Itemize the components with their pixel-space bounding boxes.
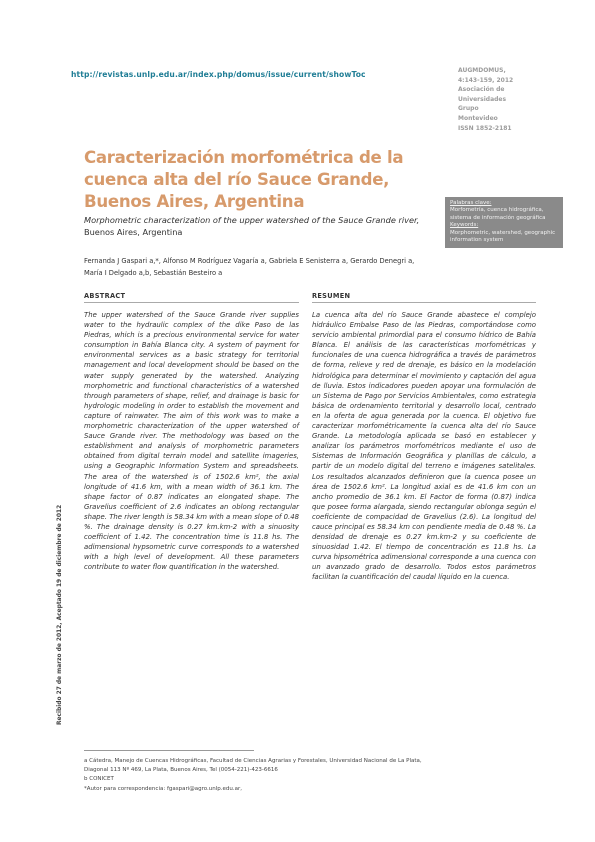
footnote-correspondence: *Autor para correspondencia: fgaspari@agro.unlp.edu.ar,: [84, 785, 243, 792]
journal-line: Grupo: [458, 105, 479, 113]
received-accepted-note: Recibido 27 de marzo de 2012, Aceptado 19 de diciembre de 2012: [57, 504, 63, 725]
footnote-affiliation: a Cátedra, Manejo de Cuencas Hidrográficas, Facultad de Ciencias Agrarias y Forestales, Universidad Nacional de La Plata,: [84, 758, 422, 764]
footnote-divider: [84, 750, 254, 751]
keywords-box: [445, 197, 563, 248]
journal-line: AUGMDOMUS,: [458, 67, 506, 74]
keywords-es-heading: Palabras clave:: [450, 200, 492, 206]
keywords-en-heading: Keywords:: [450, 222, 479, 229]
resumen-divider: [312, 302, 536, 303]
abstract-heading: ABSTRACT: [84, 292, 126, 300]
footnotes: [84, 757, 524, 794]
journal-info: [458, 66, 558, 133]
article-subtitle: [84, 214, 424, 238]
journal-line: Montevideo: [458, 114, 498, 122]
footnote-conicet: b CONICET: [84, 776, 114, 783]
keywords-es-text: Morfometría, cuenca hidrográfica, sistema de información geográfica: [450, 207, 546, 221]
footnote-address: Diagonal 113 Nº 469, La Plata, Buenos Aires, Tel (0054-221)-423-6616: [84, 767, 278, 774]
resumen-text: La cuenca alta del río Sauce Grande abastece el complejo hidráulico Embalse Paso de las Piedras, comportándose como servicio ambiental primordial para el consumo hídrico de Bahía Blanca. El análisis de las características morfométricas y funcionales de una cuenca hidrográfica a través de parámetros de forma, relieve y red de drenaje, es básico en la modelación hidrológica para determinar el movimiento y captación del agua de lluvia. Estos indicadores pueden apoyar una formulación de un Sistema de Pago por Servicios Ambientales, como estrategia básica de ordenamiento territorial y desarrollo local, centrado en la oferta de agua generada por la cuenca. El objetivo fue caracterizar morfométricamente la cuenca alta del río Sauce Grande. La metodología aplicada se basó en establecer y analizar los parámetros morfométricos mediante el uso de Sistemas de Información Geográfica y planillas de cálculo, a partir de un modelo digital del terreno e imágenes satelitales. Los resultados alcanzados definieron que la cuenca posee un área de 1502.6 km². La longitud axial es de 41.6 km con un ancho promedio de 36.1 km. El Factor de forma (0.87) indica que posee forma alargada, siendo rectangular oblonga según el coeficiente de compacidad de Gravelius (2.6). La longitud del cauce principal es 58.34 km con pendiente media de 0.48 %. La densidad de drenaje es 0.27 km.km-2 y su coeficiente de sinuosidad 1.42. El tiempo de concentración es 11.8 hs. La curva hipsométrica adimensional corresponde a una cuenca con un avanzado grado de desarrollo. Todos estos parámetros facilitan la cuantificación del caudal líquido en la cuenca.: [312, 311, 536, 582]
journal-line: Universidades: [458, 95, 507, 103]
journal-line: Asociación de: [458, 86, 505, 94]
abstract-text: The upper watershed of the Sauce Grande river supplies water to the hydraulic complex of the dike Paso de las Piedras, which is a precious environmental service for water consumption in Bahía Blanca city. A system of payment for environmental services as a basic strategy for territorial management and local development should be based on the water supply generated by the watershed. Analyzing morphometric and functional characteristics of a watershed through parameters of shape, relief, and drainage is basic for hydrologic modeling in order to establish the movement and capture of rainwater. The aim of this work was to make a morphometric characterization of the upper watershed of Sauce Grande river. The methodology was based on the establishment and analysis of morphometric parameters obtained from digital terrain model and satellite imageries, using a Geographic Information System and spreadsheets. The area of the watershed is of 1502.6 km², the axial longitude of 41.6 km, with a mean width of 36.1 km. The shape factor of 0.87 indicates an elongated shape. The Gravelius coefficient of 2.6 indicates an oblong rectangular shape. The river length is 58.34 km with a mean slope of 0.48 %. The drainage density is 0.27 km.km-2 with a sinuosity coefficient of 1.42. The concentration time is 11.8 hs. The adimensional hypsometric curve corresponds to a watershed with a high level of development. All these parameters contribute to water flow quantification in the watershed.: [84, 311, 299, 572]
subtitle-location: Buenos Aires, Argentina: [84, 227, 183, 237]
author-list: Fernanda J Gaspari a,*, Alfonso M Rodríguez Vagaría a, Gabriela E Senisterra a, Gerardo Denegri a, María I Delgado a,b, Sebastián Besteiro a: [84, 257, 415, 277]
journal-line: ISSN 1852-2181: [458, 124, 512, 132]
abstract-divider: [84, 302, 299, 303]
journal-url[interactable]: http://revistas.unlp.edu.ar/index.php/domus/issue/current/showToc: [71, 70, 366, 79]
keywords-en-text: Morphometric, watershed, geographic information system: [450, 229, 556, 244]
journal-line: 4:143-159, 2012: [458, 76, 514, 84]
subtitle-text: Morphometric characterization of the upper watershed of the Sauce Grande river,: [84, 215, 420, 225]
resumen-heading: RESUMEN: [312, 292, 351, 300]
article-title: Caracterización morfométrica de la cuenca alta del río Sauce Grande, Buenos Aires, Argentina: [84, 148, 404, 211]
